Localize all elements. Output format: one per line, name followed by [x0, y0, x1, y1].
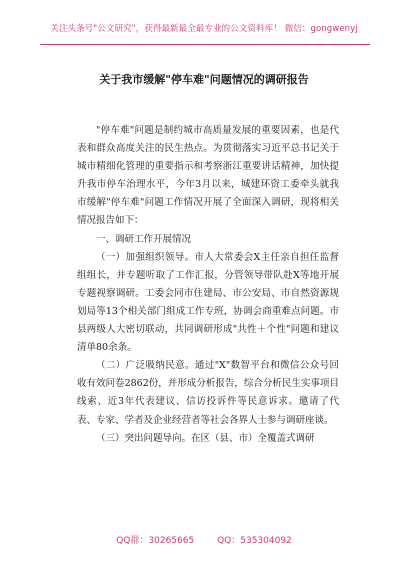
intro-paragraph: "停车难"问题是制约城市高质量发展的重要因素，也是代表和群众高度关注的民生热点。为贯彻落实习近平总书记关于城市精细化管理的重要指示和考察浙江重要讲话精神，加快提升我市停车治理水平，今年3月以来，城建环资工委牵头就我市缓解"停车难"问题工作情况开展了全面深入调研，现将相关情况报告如下： [77, 125, 339, 227]
footer-contact [0, 533, 408, 546]
document-title: 关于我市缓解"停车难"问题情况的调研报告 [99, 73, 309, 86]
qq-text: QQ：535304092 [217, 536, 292, 546]
document-body [77, 122, 339, 448]
section-heading: 一、调研工作开展情况 [96, 233, 192, 245]
body-paragraph: （三）突出问题导向。在区（县、市）全覆盖式调研 [96, 432, 315, 444]
body-paragraph: （二）广泛吸纳民意。通过"X"数智平台和微信公众号回收有效问卷2862份，并形成分析报告，综合分析民生实事项目线索、近3年代表建议、信访投诉件等民意诉求。邀请了代表、专家、学者及企业经营者等社会各界人士参与调研座谈。 [77, 360, 339, 426]
header-banner: 关注头条号"公文研究"，获得最新最全最专业的公文资料库！ 微信：gongwenyj [50, 24, 358, 34]
qq-group-text: QQ群：30265665 [116, 536, 195, 546]
header-divider [40, 44, 370, 45]
body-paragraph: （一）加强组织领导。市人大常委会X主任亲自担任监督组组长，并专题听取了工作汇报，分管领导带队赴X等地开展专题视察调研。工委会同市住建局、市公安局、市自然资源规划局等13个相关部门组成工作专班，协调会商重难点问题。市县两级人大密切联动，共同调研形成"共性＋个性"问题和建议清单80余条。 [77, 251, 339, 354]
